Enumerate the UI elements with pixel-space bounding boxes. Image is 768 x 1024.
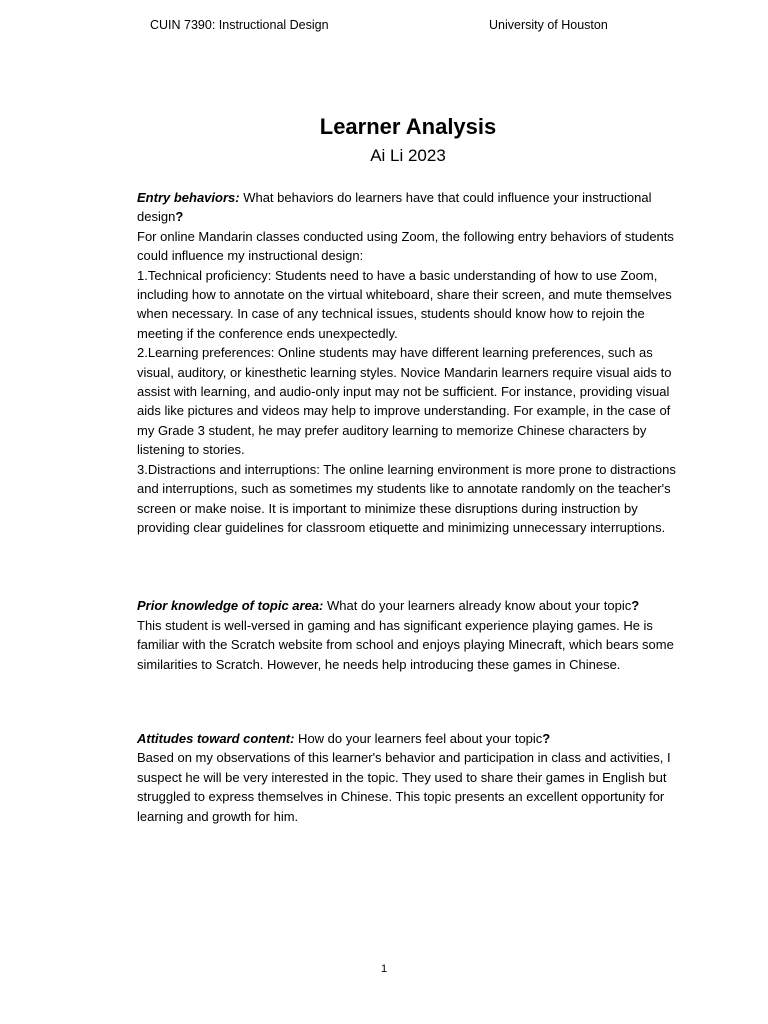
header-university: University of Houston xyxy=(489,18,608,32)
document-body xyxy=(137,188,682,826)
entry-behaviors-question xyxy=(137,188,682,227)
prior-knowledge-section xyxy=(137,596,682,674)
entry-behaviors-question-text: What behaviors do learners have that could influence your instructional design xyxy=(137,190,652,225)
prior-knowledge-question xyxy=(137,596,682,615)
page-number: 1 xyxy=(380,963,388,975)
attitudes-question xyxy=(137,729,682,748)
prior-knowledge-question-mark: ? xyxy=(631,598,640,614)
page-title: Learner Analysis xyxy=(319,114,497,139)
entry-behaviors-label: Entry behaviors: xyxy=(137,190,240,205)
header-course: CUIN 7390: Instructional Design xyxy=(150,18,329,32)
entry-behaviors-item-2: 2.Learning preferences: Online students may have different learning preferences, such as visual, auditory, or kinesthetic learning styles. Novice Mandarin learners require visual aids to assist with learning, and audio-only input may not be sufficient. For instance, providing visual aids like pictures and videos may help to improve understanding. For example, in the case of my Grade 3 student, he may prefer auditory learning to memorize Chinese characters by listening to stories. xyxy=(137,345,672,458)
page-subtitle: Ai Li 2023 xyxy=(370,146,446,165)
entry-behaviors-question-mark: ? xyxy=(175,209,184,225)
attitudes-body: Based on my observations of this learner's behavior and participation in class and activities, I suspect he will be very interested in the topic. They used to share their games in English but struggled to express themselves in Chinese. This topic presents an excellent opportunity for learning and growth for him. xyxy=(137,750,671,824)
entry-behaviors-item-3: 3.Distractions and interruptions: The online learning environment is more prone to distractions and interruptions, such as sometimes my students like to annotate randomly on the teacher's screen or make noise. It is important to minimize these disruptions during instruction by providing clear guidelines for classroom etiquette and minimizing unnecessary interruptions. xyxy=(137,461,676,535)
attitudes-section xyxy=(137,729,682,826)
entry-behaviors-section xyxy=(137,188,682,537)
prior-knowledge-body: This student is well-versed in gaming and has significant experience playing games. He is familiar with the Scratch website from school and enjoys playing Minecraft, which bears some similarities to Scratch. However, he needs help introducing these games in Chinese. xyxy=(137,617,674,672)
attitudes-question-mark: ? xyxy=(542,730,551,746)
prior-knowledge-label: Prior knowledge of topic area: xyxy=(137,598,324,614)
attitudes-label: Attitudes toward content: xyxy=(137,730,295,746)
prior-knowledge-question-text: What do your learners already know about your topic xyxy=(323,598,632,614)
attitudes-question-text: How do your learners feel about your topic xyxy=(294,730,543,746)
entry-behaviors-item-1: 1.Technical proficiency: Students need to have a basic understanding of how to use Zoom, including how to annotate on the virtual whiteboard, share their screen, and mute themselves when necessary. In case of any technical issues, students should know how to rejoin the meeting if the conference ends unexpectedly. xyxy=(137,267,672,341)
entry-behaviors-intro: For online Mandarin classes conducted using Zoom, the following entry behaviors of students could influence my instructional design: xyxy=(137,228,674,264)
